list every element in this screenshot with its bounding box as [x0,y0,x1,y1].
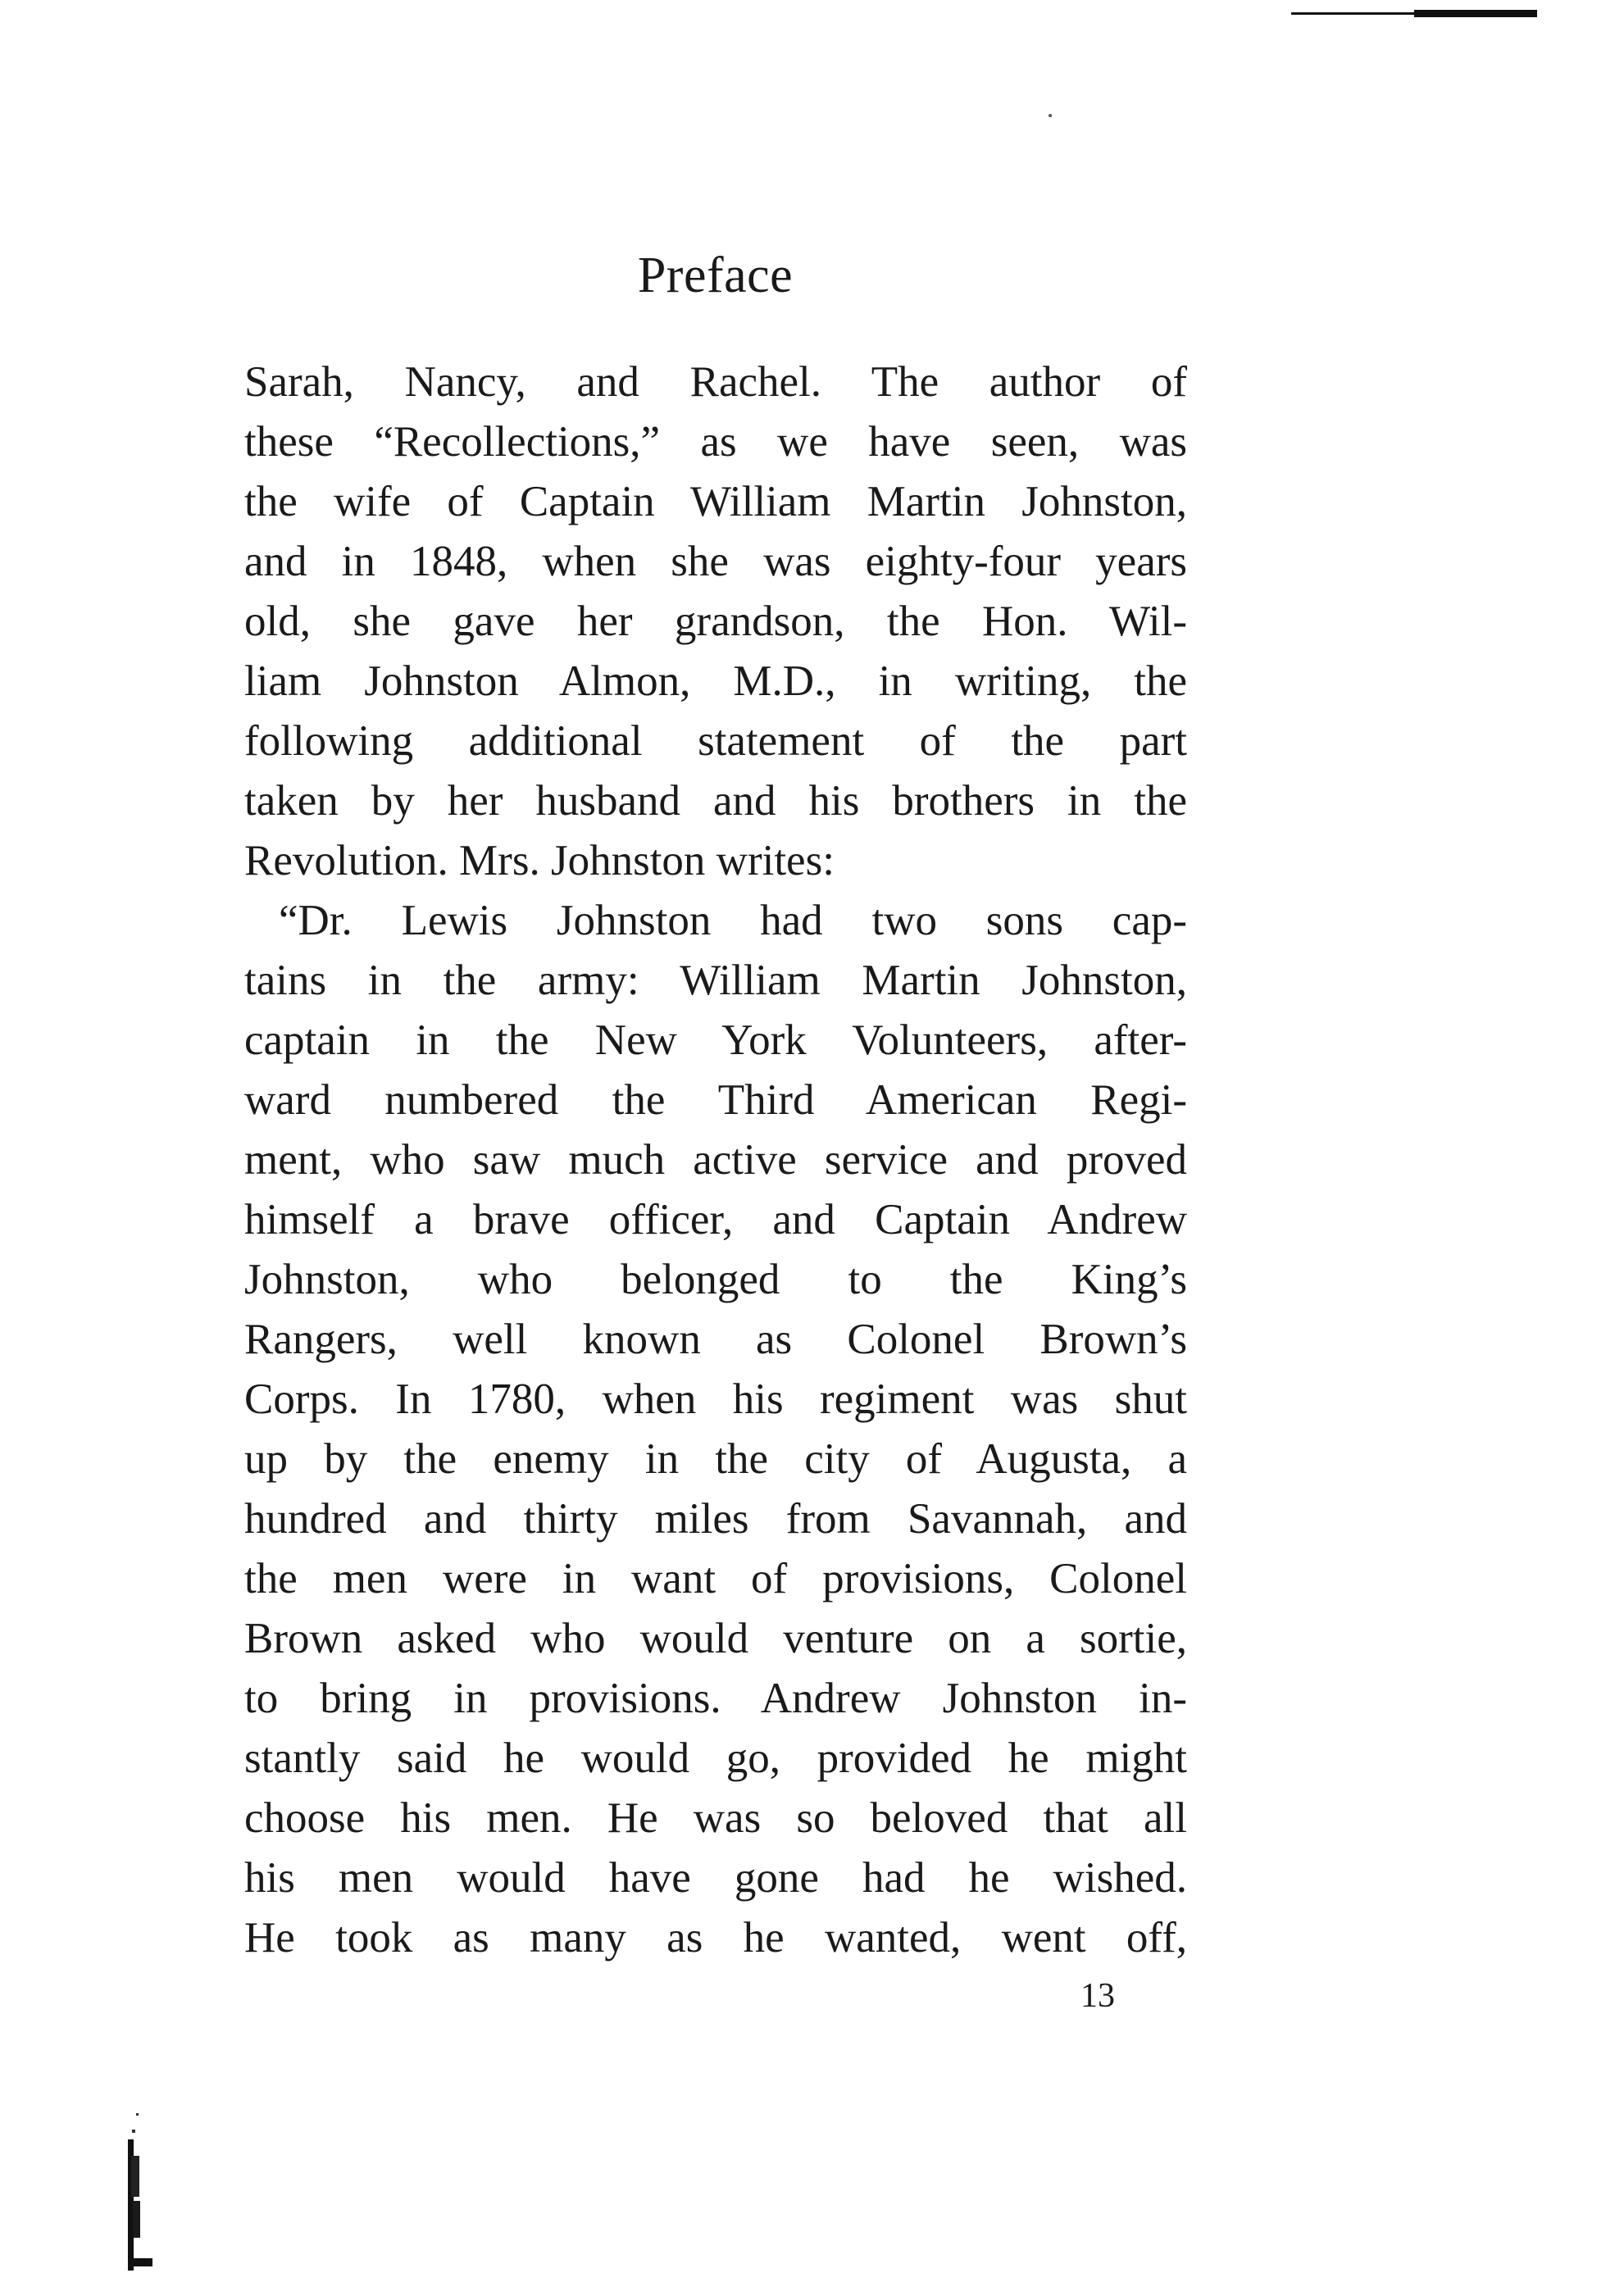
top-edge-rule [1291,10,1537,18]
text-line: Sarah, Nancy, and Rachel. The author of [244,358,1187,406]
text-line: old, she gave her grandson, the Hon. Wil- [244,598,1187,645]
text-line: Brown asked who would venture on a sortie, [244,1615,1187,1662]
page-number: 13 [1080,1977,1115,2015]
text-line: ment, who saw much active service and proved [244,1136,1187,1184]
text-line: the wife of Captain William Martin Johnston, [244,478,1187,525]
binding-edge-mark [125,2107,157,2271]
scan-speck [1049,114,1052,117]
text-line: up by the enemy in the city of Augusta, a [244,1435,1187,1483]
text-line: himself a brave officer, and Captain Andrew [244,1196,1187,1243]
top-rule-thick [1414,10,1537,17]
text-line: Revolution. Mrs. Johnston writes: [244,837,835,884]
body-text [244,352,1187,1968]
running-head: Preface [637,248,794,303]
text-line: choose his men. He was so beloved that all [244,1794,1187,1842]
text-line: to bring in provisions. Andrew Johnston in- [244,1675,1187,1722]
text-line: He took as many as he wanted, went off, [244,1914,1187,1962]
text-line: these “Recollections,” as we have seen, was [244,418,1187,466]
text-line: stantly said he would go, provided he might [244,1734,1187,1782]
text-line: taken by her husband and his brothers in the [244,777,1187,825]
text-line: ward numbered the Third American Regi- [244,1076,1187,1124]
text-line: “Dr. Lewis Johnston had two sons cap- [279,897,1187,944]
text-line: liam Johnston Almon, M.D., in writing, the [244,657,1187,705]
text-line: captain in the New York Volunteers, after- [244,1016,1187,1064]
text-line: hundred and thirty miles from Savannah, and [244,1495,1187,1543]
text-line: Johnston, who belonged to the King’s [244,1256,1187,1303]
text-line: his men would have gone had he wished. [244,1854,1187,1902]
text-line: Rangers, well known as Colonel Brown’s [244,1316,1187,1363]
text-line: and in 1848, when she was eighty-four years [244,538,1187,585]
text-line: tains in the army: William Martin Johnston, [244,957,1187,1004]
text-line: following additional statement of the part [244,717,1187,765]
text-line: Corps. In 1780, when his regiment was shut [244,1375,1187,1423]
text-line: the men were in want of provisions, Colonel [244,1555,1187,1602]
